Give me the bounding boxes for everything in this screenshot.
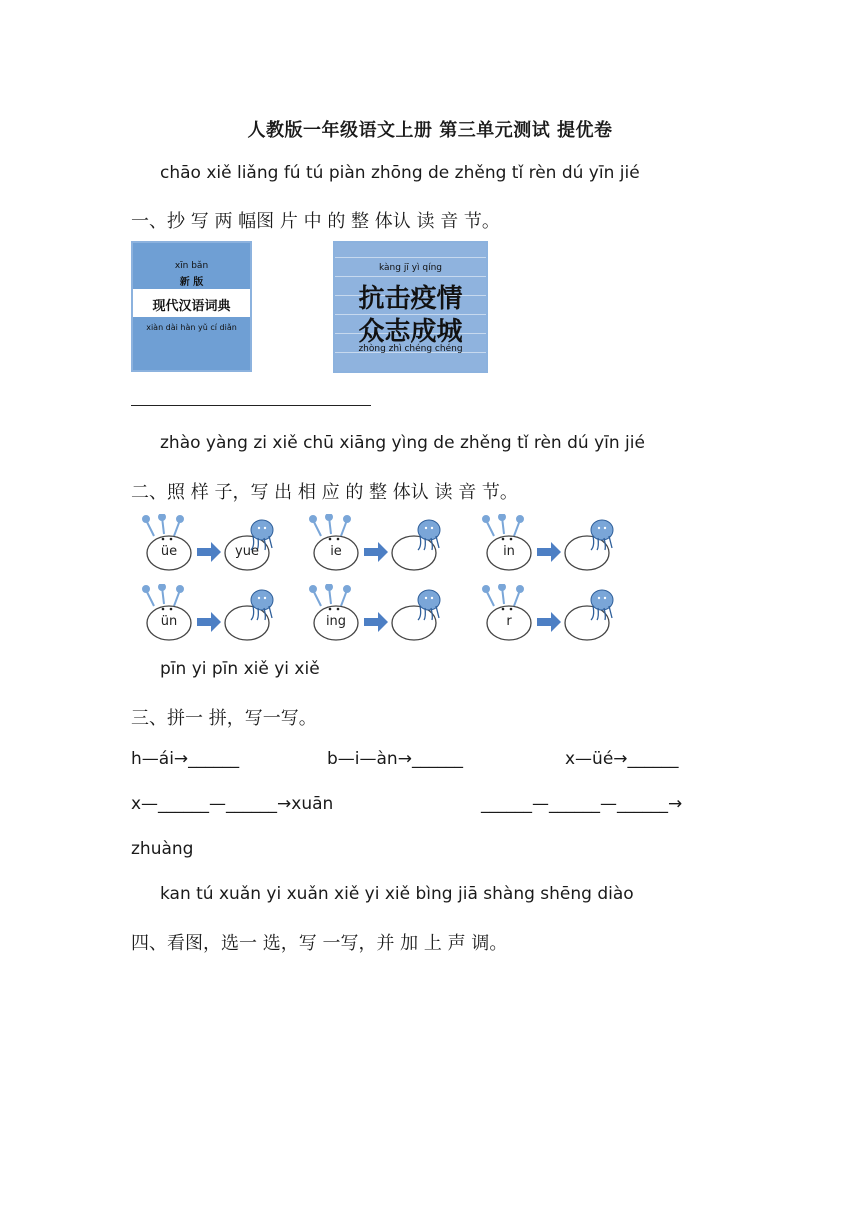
spell-item-5[interactable]: ______—______—______→	[481, 794, 683, 814]
slogan-image	[333, 241, 488, 373]
section1-pinyin: chāo xiě liǎng fú tú piàn zhōng de zhěng tǐ rèn dú yīn jié	[160, 163, 640, 183]
pair-initial-label: in	[503, 544, 515, 559]
pair-initial-label: ie	[330, 544, 342, 559]
spell-item-2[interactable]: b—i—àn→______	[327, 749, 463, 769]
slogan-pinyin-bottom: zhòng zhì chéng chéng	[358, 344, 463, 354]
pair-initial-label: ing	[325, 614, 347, 629]
pair-answer-bubble[interactable]: yue	[235, 544, 259, 559]
page-title: 人教版一年级语文上册 第三单元测试 提优卷	[247, 120, 613, 141]
syllable-pair	[474, 514, 624, 578]
slogan-pinyin-top: kàng jī yì qíng	[378, 263, 443, 273]
section2-pinyin: zhào yàng zi xiě chū xiāng yìng de zhěng tǐ rèn dú yīn jié	[160, 433, 645, 453]
section4-heading: 四、看图，选一 选，写 一写，并 加 上 声 调。	[131, 933, 508, 954]
syllable-pair	[301, 514, 451, 578]
section2-heading: 二、照 样 子，写 出 相 应 的 整 体认 读 音 节。	[131, 482, 518, 503]
pair-initial-label: r	[506, 614, 512, 629]
spell-item-5-result: zhuàng	[131, 839, 194, 859]
slogan-line1: 抗击疫情	[358, 284, 463, 314]
syllable-pair	[134, 584, 284, 648]
syllable-pair	[474, 584, 624, 648]
dictionary-title: 现代汉语词典	[152, 299, 231, 314]
section3-heading: 三、拼一 拼，写一写。	[131, 708, 317, 729]
dictionary-edition-label: 新 版	[179, 277, 204, 288]
spell-item-3[interactable]: x—üé→______	[565, 749, 679, 769]
spell-item-1[interactable]: h—ái→______	[131, 749, 240, 769]
dictionary-pinyin-bottom: xiàn dài hàn yǔ cí diǎn	[146, 323, 237, 332]
dictionary-image	[131, 241, 252, 372]
syllable-pair	[134, 514, 284, 578]
spell-item-4[interactable]: x—______—______→xuān	[131, 794, 334, 814]
section4-pinyin: kan tú xuǎn yi xuǎn xiě yi xiě bìng jiā shàng shēng diào	[160, 884, 634, 904]
slogan-line2: 众志成城	[358, 317, 463, 347]
section3-pinyin: pīn yi pīn xiě yi xiě	[160, 659, 320, 679]
section1-answer-line[interactable]	[131, 405, 371, 406]
pair-initial-label: ün	[160, 614, 178, 629]
dictionary-pinyin-top: xīn bǎn	[174, 261, 209, 271]
pair-initial-label: üe	[160, 544, 178, 559]
section1-heading: 一、抄 写 两 幅图 片 中 的 整 体认 读 音 节。	[131, 211, 500, 232]
syllable-pair	[301, 584, 451, 648]
